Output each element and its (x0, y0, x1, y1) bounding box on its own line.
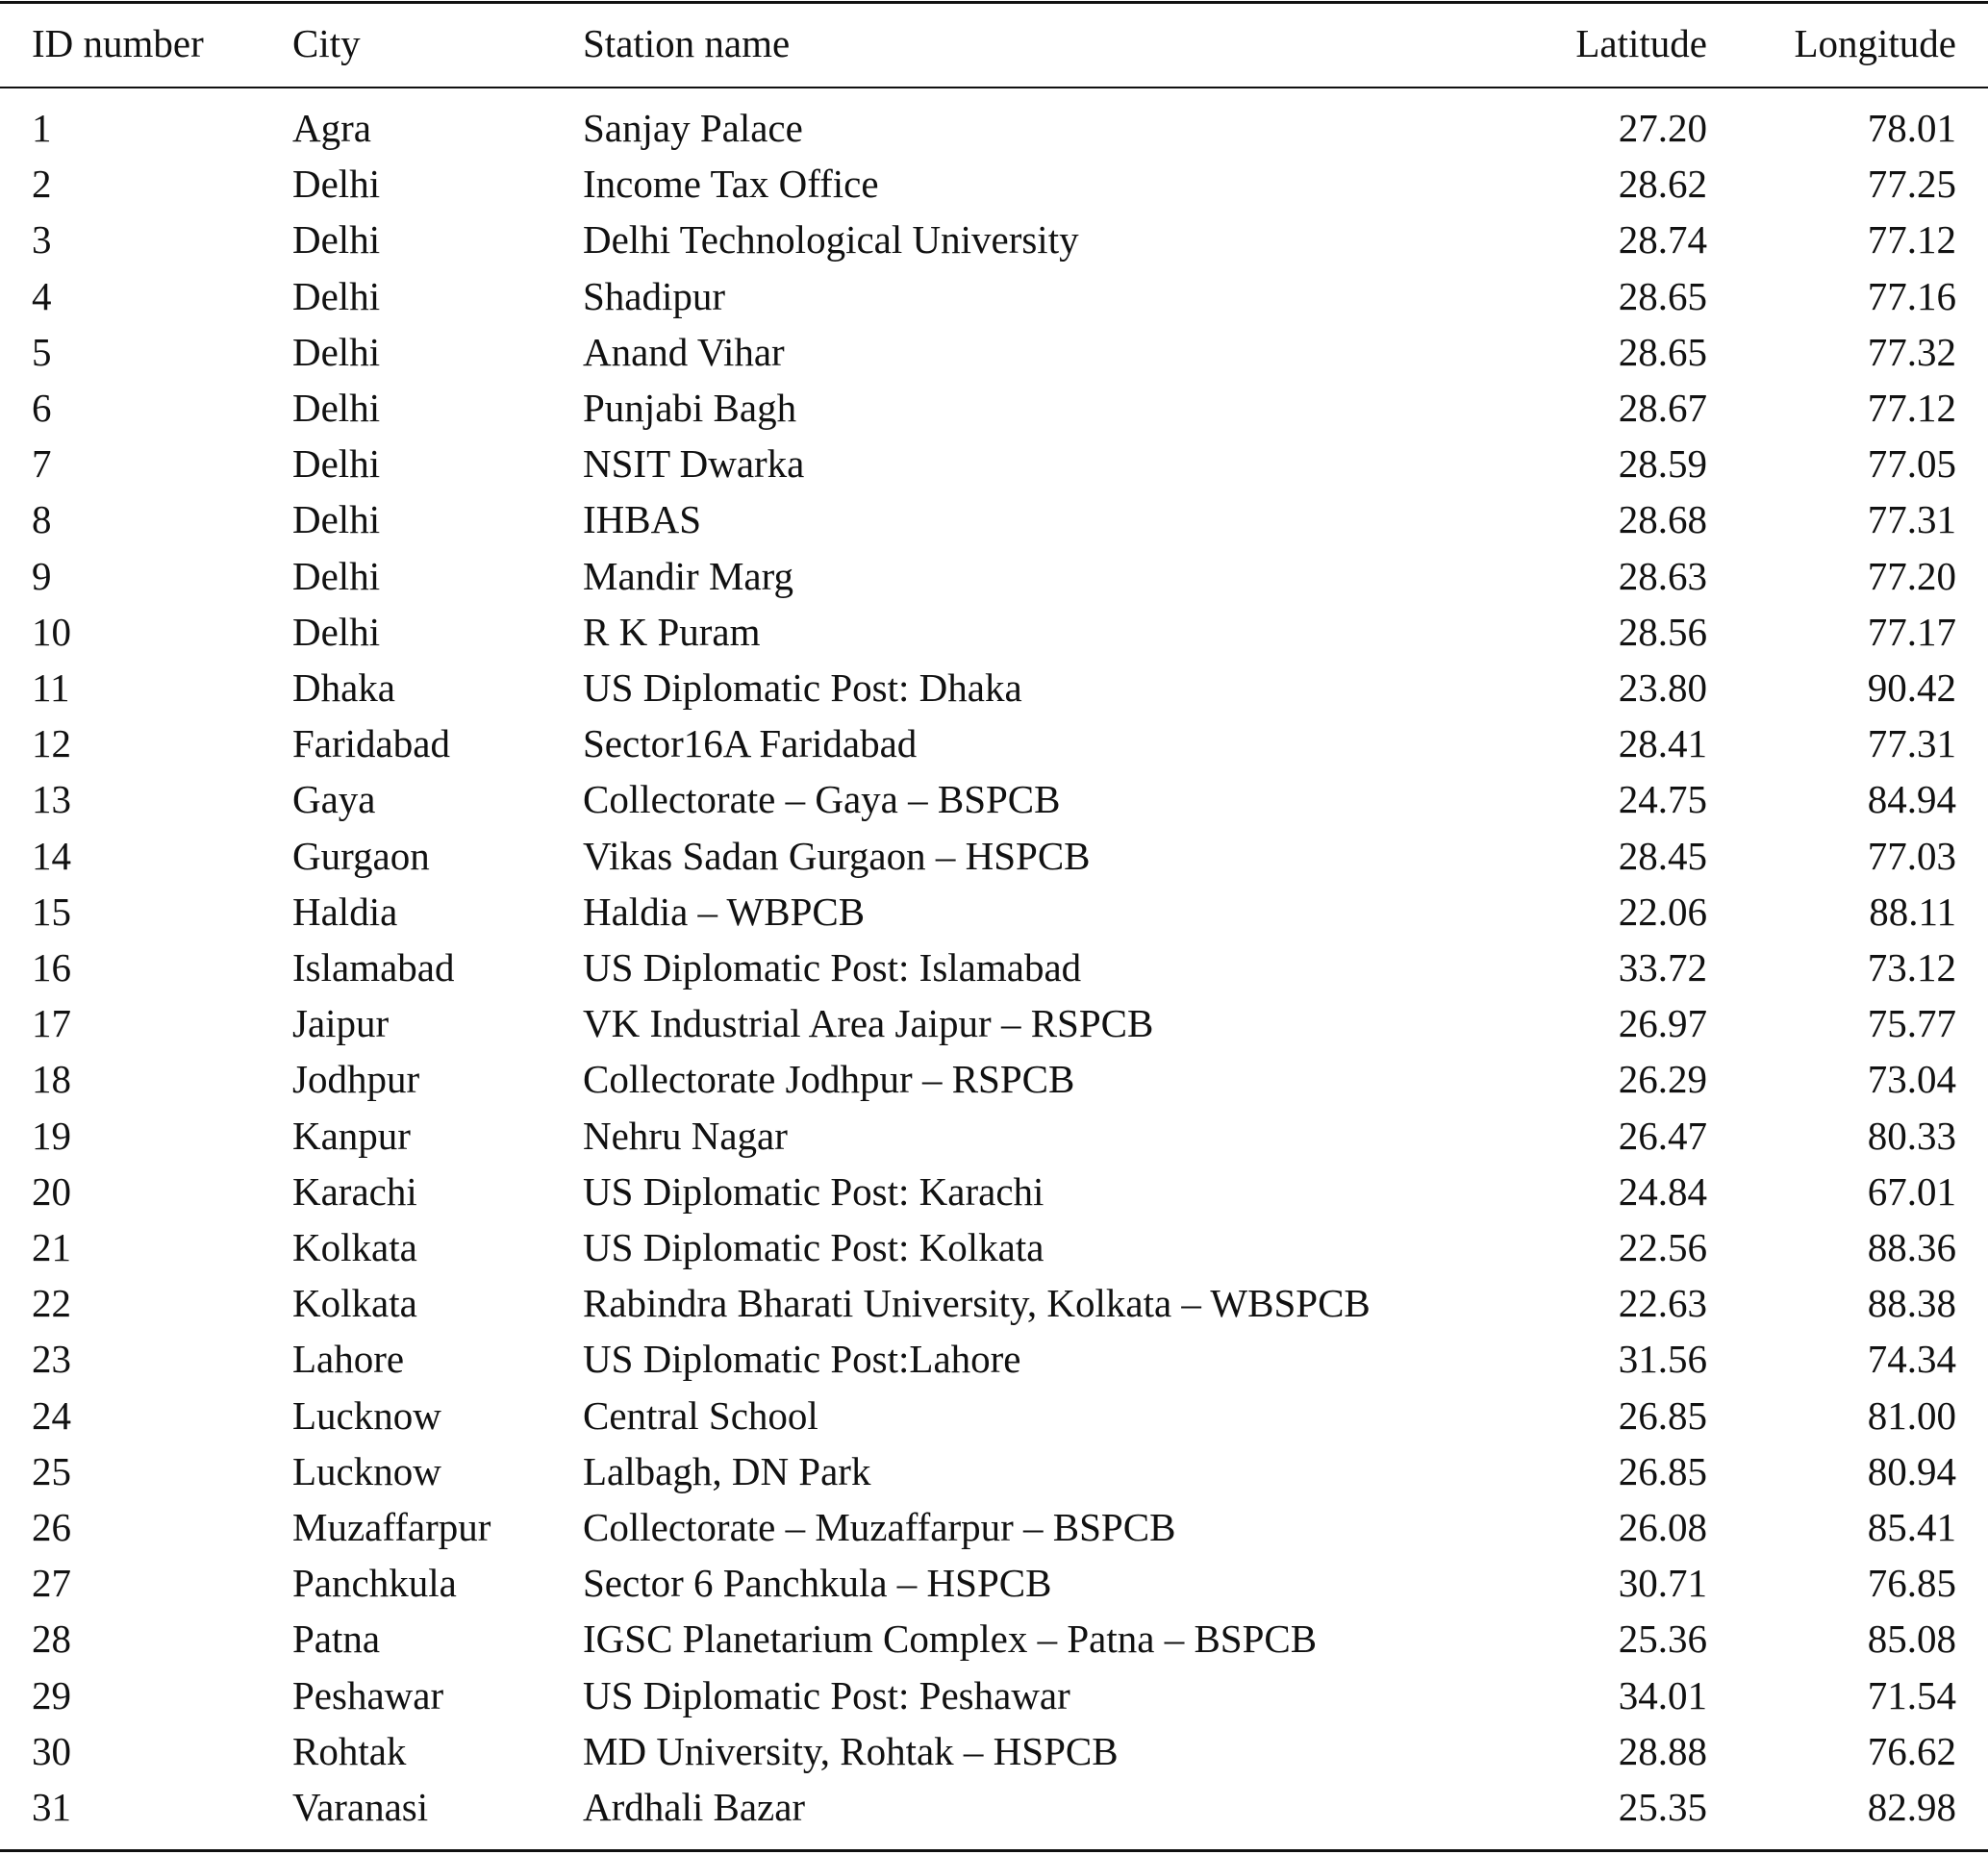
cell-city: Islamabad (292, 945, 455, 990)
cell-id: 12 (32, 721, 71, 766)
cell-id: 22 (32, 1281, 71, 1326)
table-row (0, 1388, 1988, 1443)
table-row (0, 1555, 1988, 1611)
cell-latitude: 22.56 (1618, 1225, 1707, 1269)
table-row (0, 380, 1988, 436)
cell-longitude: 78.01 (1867, 106, 1956, 150)
cell-id: 31 (32, 1785, 71, 1829)
table-row (0, 1275, 1988, 1331)
cell-city: Muzaffarpur (292, 1505, 491, 1549)
table-row (0, 660, 1988, 715)
table-row (0, 1164, 1988, 1219)
cell-station: Mandir Marg (583, 553, 794, 598)
table-row (0, 771, 1988, 827)
table-row (0, 828, 1988, 884)
cell-latitude: 28.65 (1618, 329, 1707, 374)
cell-station: Collectorate Jodhpur – RSPCB (583, 1057, 1075, 1102)
cell-city: Haldia (292, 889, 398, 934)
cell-latitude: 25.36 (1618, 1617, 1707, 1662)
cell-id: 30 (32, 1728, 71, 1773)
cell-station: Shadipur (583, 273, 726, 318)
cell-station: Sector16A Faridabad (583, 721, 918, 766)
cell-longitude: 80.33 (1867, 1113, 1956, 1158)
cell-latitude: 28.45 (1618, 833, 1707, 878)
cell-longitude: 73.04 (1867, 1057, 1956, 1102)
cell-id: 27 (32, 1561, 71, 1606)
table-row (0, 548, 1988, 604)
cell-city: Jaipur (292, 1001, 390, 1046)
table-row (0, 715, 1988, 771)
cell-city: Lucknow (292, 1448, 441, 1493)
cell-station: VK Industrial Area Jaipur – RSPCB (583, 1001, 1154, 1046)
cell-latitude: 28.56 (1618, 609, 1707, 654)
header-city: City (292, 21, 361, 65)
cell-id: 7 (32, 441, 52, 487)
header-latitude: Latitude (1575, 21, 1707, 65)
cell-city: Karachi (292, 1168, 417, 1214)
table-row (0, 940, 1988, 995)
cell-city: Varanasi (292, 1785, 429, 1829)
cell-longitude: 77.17 (1867, 609, 1956, 654)
cell-longitude: 82.98 (1867, 1785, 1956, 1829)
cell-station: Ardhali Bazar (583, 1785, 806, 1829)
cell-longitude: 77.12 (1867, 386, 1956, 430)
cell-longitude: 77.05 (1867, 441, 1956, 487)
table-top-rule (0, 1, 1988, 4)
header-station: Station name (583, 21, 791, 65)
table-row (0, 604, 1988, 660)
cell-id: 15 (32, 889, 71, 934)
cell-station: Anand Vihar (583, 329, 785, 374)
cell-station: R K Puram (583, 609, 761, 654)
cell-latitude: 22.06 (1618, 889, 1707, 934)
cell-id: 18 (32, 1057, 71, 1102)
cell-latitude: 26.85 (1618, 1392, 1707, 1438)
cell-station: US Diplomatic Post: Kolkata (583, 1225, 1044, 1269)
cell-station: NSIT Dwarka (583, 441, 805, 487)
cell-latitude: 26.85 (1618, 1448, 1707, 1493)
cell-latitude: 26.29 (1618, 1057, 1707, 1102)
cell-latitude: 30.71 (1618, 1561, 1707, 1606)
cell-city: Kolkata (292, 1225, 417, 1269)
cell-id: 10 (32, 609, 71, 654)
cell-id: 3 (32, 217, 52, 263)
cell-city: Panchkula (292, 1561, 457, 1606)
cell-latitude: 27.20 (1618, 106, 1707, 150)
cell-city: Kanpur (292, 1113, 411, 1158)
cell-id: 28 (32, 1617, 71, 1662)
cell-city: Delhi (292, 386, 381, 430)
cell-id: 4 (32, 273, 52, 318)
cell-latitude: 33.72 (1618, 945, 1707, 990)
cell-station: Collectorate – Muzaffarpur – BSPCB (583, 1505, 1176, 1549)
table-bottom-rule (0, 1849, 1988, 1852)
cell-id: 16 (32, 945, 71, 990)
cell-id: 21 (32, 1225, 71, 1269)
cell-city: Dhaka (292, 665, 396, 710)
cell-longitude: 75.77 (1867, 1001, 1956, 1046)
cell-id: 13 (32, 777, 71, 822)
cell-longitude: 77.16 (1867, 273, 1956, 318)
cell-id: 19 (32, 1113, 71, 1158)
cell-station: MD University, Rohtak – HSPCB (583, 1728, 1119, 1773)
cell-id: 29 (32, 1672, 71, 1717)
cell-station: US Diplomatic Post: Peshawar (583, 1672, 1070, 1717)
cell-station: Rabindra Bharati University, Kolkata – WBSPCB (583, 1281, 1371, 1326)
table-row (0, 1331, 1988, 1387)
table-row (0, 491, 1988, 547)
cell-id: 14 (32, 833, 71, 878)
cell-city: Gurgaon (292, 833, 430, 878)
cell-id: 8 (32, 497, 52, 542)
cell-longitude: 73.12 (1867, 945, 1956, 990)
cell-station: Vikas Sadan Gurgaon – HSPCB (583, 833, 1091, 878)
cell-latitude: 28.74 (1618, 217, 1707, 263)
cell-station: US Diplomatic Post: Islamabad (583, 945, 1082, 990)
cell-longitude: 77.32 (1867, 329, 1956, 374)
header-id: ID number (32, 21, 204, 65)
table-row (0, 1779, 1988, 1835)
table-row (0, 1219, 1988, 1275)
cell-city: Delhi (292, 273, 381, 318)
cell-id: 24 (32, 1392, 71, 1438)
cell-id: 2 (32, 162, 52, 207)
cell-city: Delhi (292, 441, 381, 487)
cell-longitude: 77.31 (1867, 497, 1956, 542)
cell-city: Lucknow (292, 1392, 441, 1438)
cell-longitude: 84.94 (1867, 777, 1956, 822)
table-row (0, 1723, 1988, 1779)
cell-station: US Diplomatic Post: Dhaka (583, 665, 1022, 710)
cell-station: Lalbagh, DN Park (583, 1448, 871, 1493)
cell-latitude: 28.41 (1618, 721, 1707, 766)
cell-latitude: 22.63 (1618, 1281, 1707, 1326)
cell-latitude: 31.56 (1618, 1337, 1707, 1382)
table-row (0, 156, 1988, 212)
cell-id: 17 (32, 1001, 71, 1046)
cell-latitude: 34.01 (1618, 1672, 1707, 1717)
table-row (0, 1108, 1988, 1164)
cell-city: Delhi (292, 497, 381, 542)
cell-longitude: 76.62 (1867, 1728, 1956, 1773)
table-header-rule (0, 87, 1988, 88)
cell-longitude: 77.31 (1867, 721, 1956, 766)
cell-city: Faridabad (292, 721, 450, 766)
cell-city: Jodhpur (292, 1057, 420, 1102)
cell-city: Delhi (292, 162, 381, 207)
cell-longitude: 88.11 (1869, 889, 1956, 934)
cell-latitude: 26.47 (1618, 1113, 1707, 1158)
cell-longitude: 77.25 (1867, 162, 1956, 207)
cell-city: Peshawar (292, 1672, 444, 1717)
cell-station: US Diplomatic Post:Lahore (583, 1337, 1021, 1382)
cell-latitude: 25.35 (1618, 1785, 1707, 1829)
table-row (0, 995, 1988, 1051)
cell-id: 26 (32, 1505, 71, 1549)
cell-station: Delhi Technological University (583, 217, 1079, 263)
header-longitude: Longitude (1794, 21, 1956, 65)
cell-city: Delhi (292, 609, 381, 654)
cell-city: Delhi (292, 553, 381, 598)
cell-id: 20 (32, 1168, 71, 1214)
cell-longitude: 77.20 (1867, 553, 1956, 598)
cell-station: IHBAS (583, 497, 702, 542)
cell-id: 9 (32, 553, 52, 598)
table-row (0, 1499, 1988, 1555)
cell-station: Haldia – WBPCB (583, 889, 866, 934)
cell-station: US Diplomatic Post: Karachi (583, 1168, 1044, 1214)
table-header (0, 15, 1988, 71)
cell-latitude: 24.84 (1618, 1168, 1707, 1214)
cell-longitude: 85.08 (1867, 1617, 1956, 1662)
cell-latitude: 28.59 (1618, 441, 1707, 487)
cell-city: Kolkata (292, 1281, 417, 1326)
table-row (0, 884, 1988, 940)
cell-city: Patna (292, 1617, 381, 1662)
cell-latitude: 23.80 (1618, 665, 1707, 710)
cell-id: 6 (32, 386, 52, 430)
cell-longitude: 77.03 (1867, 833, 1956, 878)
table-row (0, 1667, 1988, 1723)
cell-id: 1 (32, 106, 52, 150)
cell-id: 25 (32, 1448, 71, 1493)
table-row (0, 1611, 1988, 1667)
cell-id: 11 (32, 665, 70, 710)
cell-latitude: 28.63 (1618, 553, 1707, 598)
table-row (0, 100, 1988, 156)
table-row (0, 436, 1988, 491)
cell-latitude: 26.97 (1618, 1001, 1707, 1046)
cell-latitude: 28.88 (1618, 1728, 1707, 1773)
cell-longitude: 85.41 (1867, 1505, 1956, 1549)
table-row (0, 1051, 1988, 1107)
cell-longitude: 90.42 (1867, 665, 1956, 710)
cell-id: 23 (32, 1337, 71, 1382)
cell-station: Income Tax Office (583, 162, 879, 207)
cell-city: Gaya (292, 777, 376, 822)
cell-city: Delhi (292, 329, 381, 374)
cell-longitude: 81.00 (1867, 1392, 1956, 1438)
cell-city: Lahore (292, 1337, 405, 1382)
cell-station: Nehru Nagar (583, 1113, 788, 1158)
cell-longitude: 74.34 (1867, 1337, 1956, 1382)
cell-station: Central School (583, 1392, 818, 1438)
cell-city: Delhi (292, 217, 381, 263)
cell-latitude: 28.62 (1618, 162, 1707, 207)
cell-latitude: 28.65 (1618, 273, 1707, 318)
cell-latitude: 26.08 (1618, 1505, 1707, 1549)
table-row (0, 324, 1988, 380)
cell-station: Sanjay Palace (583, 106, 803, 150)
cell-station: Sector 6 Panchkula – HSPCB (583, 1561, 1052, 1606)
cell-longitude: 88.36 (1867, 1225, 1956, 1269)
cell-longitude: 88.38 (1867, 1281, 1956, 1326)
cell-station: Collectorate – Gaya – BSPCB (583, 777, 1061, 822)
cell-longitude: 67.01 (1867, 1168, 1956, 1214)
cell-latitude: 28.68 (1618, 497, 1707, 542)
cell-latitude: 28.67 (1618, 386, 1707, 430)
cell-longitude: 76.85 (1867, 1561, 1956, 1606)
cell-station: Punjabi Bagh (583, 386, 797, 430)
table-row (0, 268, 1988, 324)
cell-longitude: 77.12 (1867, 217, 1956, 263)
cell-city: Agra (292, 106, 371, 150)
cell-longitude: 80.94 (1867, 1448, 1956, 1493)
table-row (0, 1443, 1988, 1499)
cell-city: Rohtak (292, 1728, 407, 1773)
cell-station: IGSC Planetarium Complex – Patna – BSPCB (583, 1617, 1318, 1662)
table-row (0, 212, 1988, 267)
cell-longitude: 71.54 (1867, 1672, 1956, 1717)
cell-id: 5 (32, 329, 52, 374)
cell-latitude: 24.75 (1618, 777, 1707, 822)
